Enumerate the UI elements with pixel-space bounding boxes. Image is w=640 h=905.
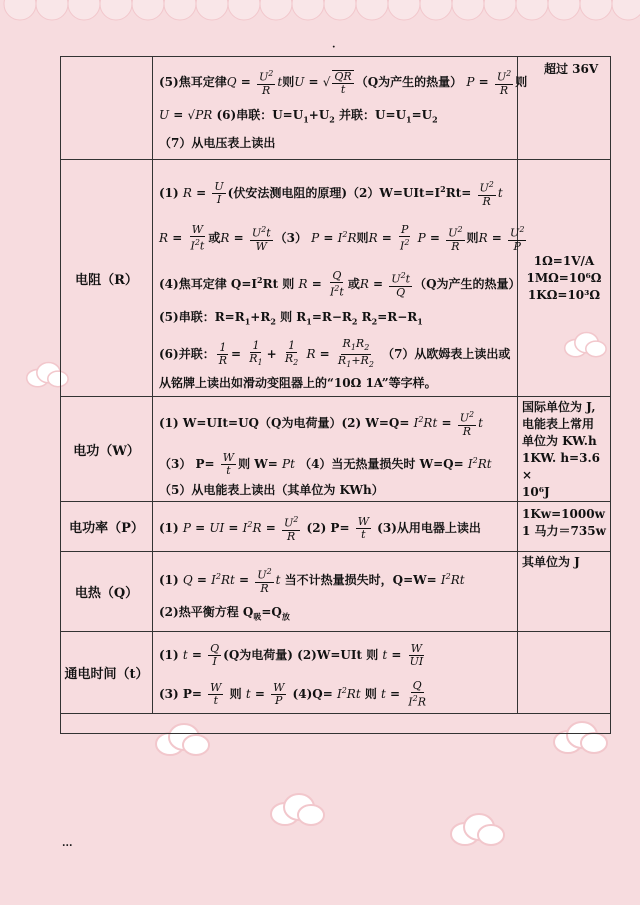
table-row xyxy=(61,632,611,714)
formula-line: (1) P = UI = $I^2R$ = $\frac{U^2}{R}$ (2) P= $\frac{W}{t}$ (3)从用电器上读出 xyxy=(159,515,481,543)
unit-note: 单位为 KW.h xyxy=(522,434,597,448)
formula-line: (1) $Q = I^2Rt$ = $\frac{U^2}{R}$ t 当不计热量损失时，$Q=W= I^2Rt$ xyxy=(159,567,465,595)
formula-cell xyxy=(153,160,525,397)
table-row xyxy=(61,397,611,502)
table-row xyxy=(61,160,611,397)
formula-line: 从铭牌上读出如滑动变阻器上的“10Ω 1A”等字样。 xyxy=(159,375,437,390)
unit-note-cell xyxy=(518,552,611,632)
formula-cell xyxy=(153,57,528,160)
empty-row xyxy=(61,714,611,734)
unit-note: 1KW. h=3.6 × xyxy=(522,451,600,482)
quantity-name xyxy=(61,57,153,160)
table-row xyxy=(61,552,611,632)
page-bottom-dots: ... xyxy=(62,838,73,849)
formula-line: (3) P= $\frac{W}{t}$ 则 t = $\frac{W}{P}$ $(4)Q= I^2Rt$ 则 t = $\frac{Q}{I^2R}$ xyxy=(159,679,427,709)
unit-note: 1Ω=1V/A xyxy=(533,253,595,268)
unit-note: 10⁶J xyxy=(522,485,550,499)
formula-table xyxy=(60,56,611,734)
unit-note-cell xyxy=(518,632,611,714)
quantity-name: 电功率（P） xyxy=(61,502,153,552)
unit-note-cell xyxy=(518,160,611,397)
quantity-name: 电阻（R） xyxy=(61,160,153,397)
unit-note: 国际单位为 J, xyxy=(522,400,596,414)
unit-note: 1 马力＝735w xyxy=(522,524,606,538)
unit-note: 其单位为 J xyxy=(522,555,580,569)
table-row xyxy=(61,714,611,734)
cloud-decoration xyxy=(265,792,329,828)
unit-note: 1KΩ=10³Ω xyxy=(527,287,601,302)
formula-cell xyxy=(153,502,518,552)
unit-note-cell xyxy=(518,502,611,552)
formula-cell xyxy=(153,552,518,632)
unit-note: 超过 36V xyxy=(544,62,599,76)
formula-line: (1) t = $\frac{Q}{I}$ (Q为电荷量) (2)W=UIt 则 t = $\frac{W}{UI}$ xyxy=(159,642,424,668)
formula-line: （5）从电能表上读出（其单位为 KWh） xyxy=(159,483,384,497)
table-row xyxy=(61,57,611,160)
formula-line: (5)串联：$R=R_1+R_2$ 则 $R_1=R-R_2$ $R_2=R-R_1$ xyxy=(159,310,423,327)
scalloped-border xyxy=(0,0,640,40)
formula-cell xyxy=(153,397,518,502)
formula-line: (4)焦耳定律 $Q=I^2Rt$ 则 R = $\frac{Q}{I^2t}$ 或R = $\frac{U^2t}{Q}$ （Q为产生的热量） xyxy=(159,269,521,299)
table-row xyxy=(61,502,611,552)
formula-line: (1) W=UIt=UQ（Q为电荷量）(2) $W=Q= I^2Rt$ = $\frac{U^2}{R}$ t xyxy=(159,410,483,438)
unit-note: 电能表上常用 xyxy=(522,417,595,431)
quantity-name: 电功（W） xyxy=(61,397,153,502)
formula-line: （7）从电压表上读出 xyxy=(159,136,276,151)
formula-line: R = $\frac{W}{I^2t}$ 或R = $\frac{U^2t}{W}$ （3） $P = I^2R$则R = $\frac{P}{I^2}$ P = $\frac{U^2}{R}$ 则R = $\frac{U^2}{P}$ xyxy=(159,223,525,253)
formula-line: (1) R = $\frac{U}{I}$ (伏安法测电阻的原理)$(2)W=UIt=I^2Rt=$ $\frac{U^2}{R}$ t xyxy=(159,180,503,208)
formula-line: (2)热平衡方程 $Q_吸=Q_放$ xyxy=(159,605,290,622)
formula-line: (5)焦耳定律Q = $\frac{U^2}{R}$ t则U = √ $\frac{QR}{t}$ （Q为产生的热量） P = $\frac{U^2}{R}$ 则 xyxy=(159,69,528,97)
formula-line: U = √PR (6)串联：$U=U_1+U_2$ 并联：$U=U_1=U_2$ xyxy=(159,108,438,125)
quantity-name: 通电时间（t） xyxy=(61,632,153,714)
formula-line: (6)并联： $\frac{1}{R}$ = $\frac{1}{R_1}$ + $\frac{1}{R_2}$ R = $\frac{R_1R_2}{R_1+R_2}$ （7）从欧姆表上读出或 xyxy=(159,337,511,370)
unit-note: 1Kw=1000w xyxy=(522,507,605,521)
page-top-dot: · xyxy=(332,42,336,53)
quantity-name: 电热（Q） xyxy=(61,552,153,632)
cloud-decoration xyxy=(445,812,509,848)
formula-cell xyxy=(153,632,518,714)
unit-note: 1MΩ=10⁶Ω xyxy=(526,270,602,285)
formula-line: （3） P= $\frac{W}{t}$ 则 W= Pt （4）当无热量损失时 $W=Q= I^2Rt$ xyxy=(159,451,492,477)
unit-note-cell xyxy=(518,397,611,502)
unit-note-cell xyxy=(518,57,611,160)
